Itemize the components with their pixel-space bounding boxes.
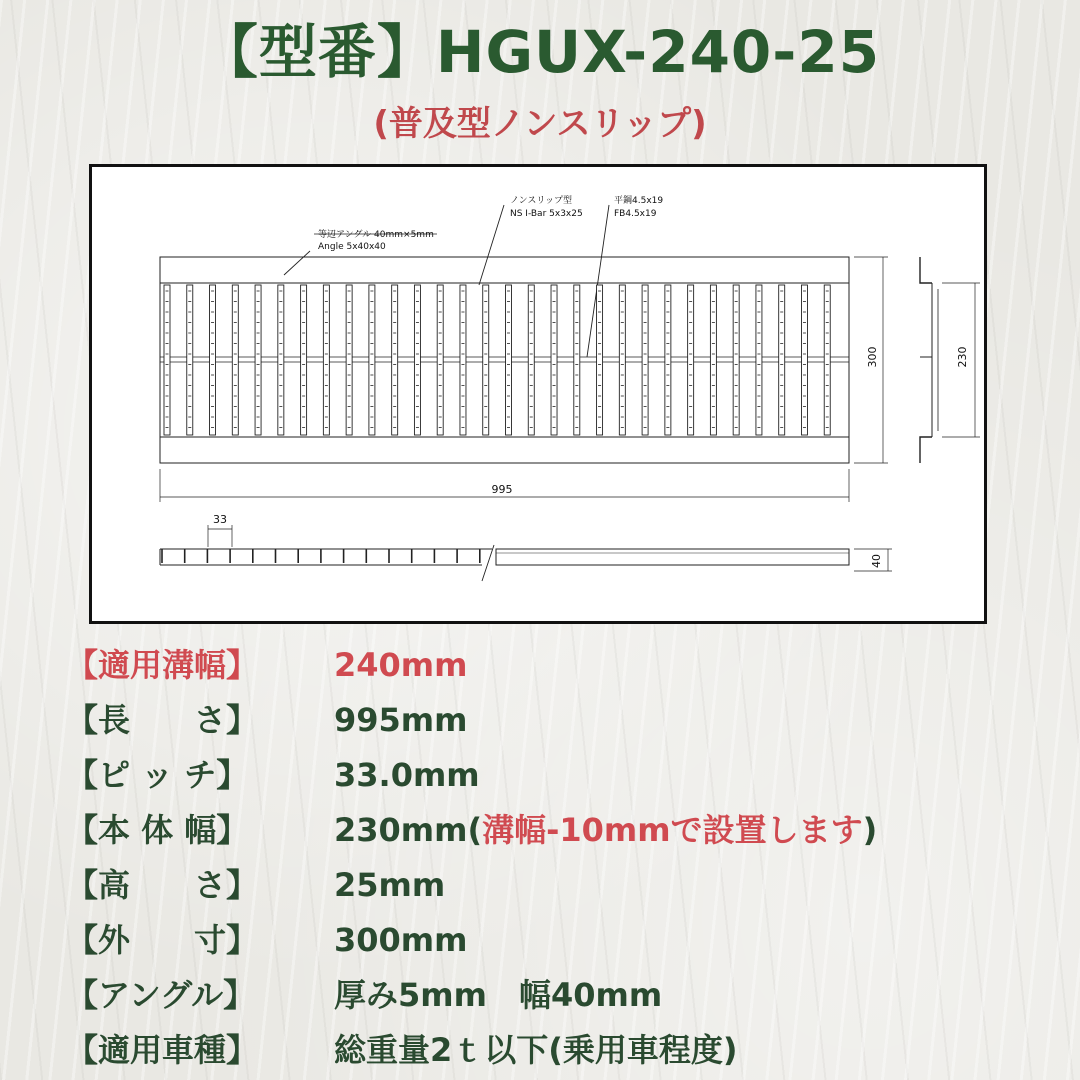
side-section-view	[920, 257, 980, 463]
spec-row-angle	[66, 970, 1066, 1025]
bearing-bar	[597, 285, 603, 435]
spec-row-height	[66, 860, 1066, 915]
bearing-bar	[688, 285, 694, 435]
bearing-bar	[483, 285, 489, 435]
bearing-bar	[437, 285, 443, 435]
dim-length-label: 995	[491, 483, 513, 496]
bearing-bar	[323, 285, 329, 435]
bearing-bar	[574, 285, 580, 435]
spec-value: 240mm	[334, 646, 468, 684]
bearing-bar	[779, 285, 785, 435]
page-title: 【型番】HGUX-240-25	[199, 18, 881, 86]
spec-list	[66, 640, 1066, 1080]
spec-value-main: 230mm(	[334, 811, 483, 849]
dim-body-label: 230	[956, 346, 969, 368]
bearing-bar	[210, 285, 216, 435]
bearing-bars	[164, 285, 830, 435]
callout-angle-line2: Angle 5x40x40	[318, 242, 386, 252]
side-angle-top	[920, 257, 932, 283]
bearing-bar	[232, 285, 238, 435]
spec-value: 25mm	[334, 866, 446, 904]
bearing-bar	[824, 285, 830, 435]
dim-pitch-label: 33	[213, 513, 227, 526]
spec-value: 33.0mm	[334, 756, 480, 794]
bearing-bar	[392, 285, 398, 435]
spec-label: 【長 さ】	[66, 701, 259, 739]
callout-angle-line1: 等辺アングル 40mm×5mm	[318, 230, 434, 240]
spec-label: 【ピ ッ チ】	[66, 756, 249, 794]
spec-value: 995mm	[334, 701, 468, 739]
spec-row-body-width	[66, 805, 1066, 860]
bearing-bar	[278, 285, 284, 435]
callout-flatbar-line2: FB4.5x19	[614, 209, 657, 219]
bearing-bar	[642, 285, 648, 435]
technical-drawing	[89, 164, 987, 624]
bearing-bar	[255, 285, 261, 435]
spec-row-outer-size	[66, 915, 1066, 970]
bearing-bar	[346, 285, 352, 435]
bearing-bar	[733, 285, 739, 435]
spec-value: 厚み5mm 幅40mm	[334, 976, 663, 1014]
spec-row-groove-width	[66, 640, 1066, 695]
bearing-bar	[187, 285, 193, 435]
bearing-bar	[164, 285, 170, 435]
bearing-bar	[619, 285, 625, 435]
bearing-bar	[756, 285, 762, 435]
bearing-bar	[528, 285, 534, 435]
leader-ibar	[479, 205, 504, 285]
drawing-canvas	[92, 167, 984, 621]
bearing-bar	[506, 285, 512, 435]
spec-label: 【適用車種】	[66, 1031, 259, 1069]
callout-ibar-line2: NS I-Bar 5x3x25	[510, 209, 583, 219]
spec-label: 【高 さ】	[66, 866, 259, 904]
spec-row-pitch	[66, 750, 1066, 805]
leader-angle	[284, 251, 310, 275]
spec-label: 【外 寸】	[66, 921, 259, 959]
dim-height-label: 40	[870, 554, 883, 568]
spec-label: 【本 体 幅】	[66, 811, 249, 849]
spec-row-length	[66, 695, 1066, 750]
elev-body-right	[496, 549, 849, 565]
bearing-bar	[369, 285, 375, 435]
page-subtitle: (普及型ノンスリップ)	[373, 104, 707, 144]
angle-frame	[160, 257, 849, 463]
spec-label: 【アングル】	[66, 976, 256, 1014]
callout-flatbar-line1: 平鋼4.5x19	[614, 196, 664, 206]
bearing-bar	[801, 285, 807, 435]
spec-value-tail: )	[862, 811, 878, 849]
bearing-bar	[710, 285, 716, 435]
side-angle-bottom	[920, 437, 932, 463]
bearing-bar	[460, 285, 466, 435]
dim-outer-label: 300	[866, 346, 879, 368]
bearing-bar	[301, 285, 307, 435]
spec-row-vehicle	[66, 1025, 1066, 1080]
spec-value: 300mm	[334, 921, 468, 959]
spec-value: 総重量2ｔ以下(乗用車程度)	[334, 1031, 738, 1069]
spec-value	[334, 805, 877, 855]
bearing-bar	[665, 285, 671, 435]
bearing-bar	[551, 285, 557, 435]
elev-break-line	[482, 545, 494, 581]
elevation-view	[160, 525, 892, 581]
bearing-bar	[414, 285, 420, 435]
spec-value-note: 溝幅-10mmで設置します	[482, 811, 863, 849]
callout-ibar-line1: ノンスリップ型	[510, 196, 573, 206]
spec-label: 【適用溝幅】	[66, 646, 259, 684]
